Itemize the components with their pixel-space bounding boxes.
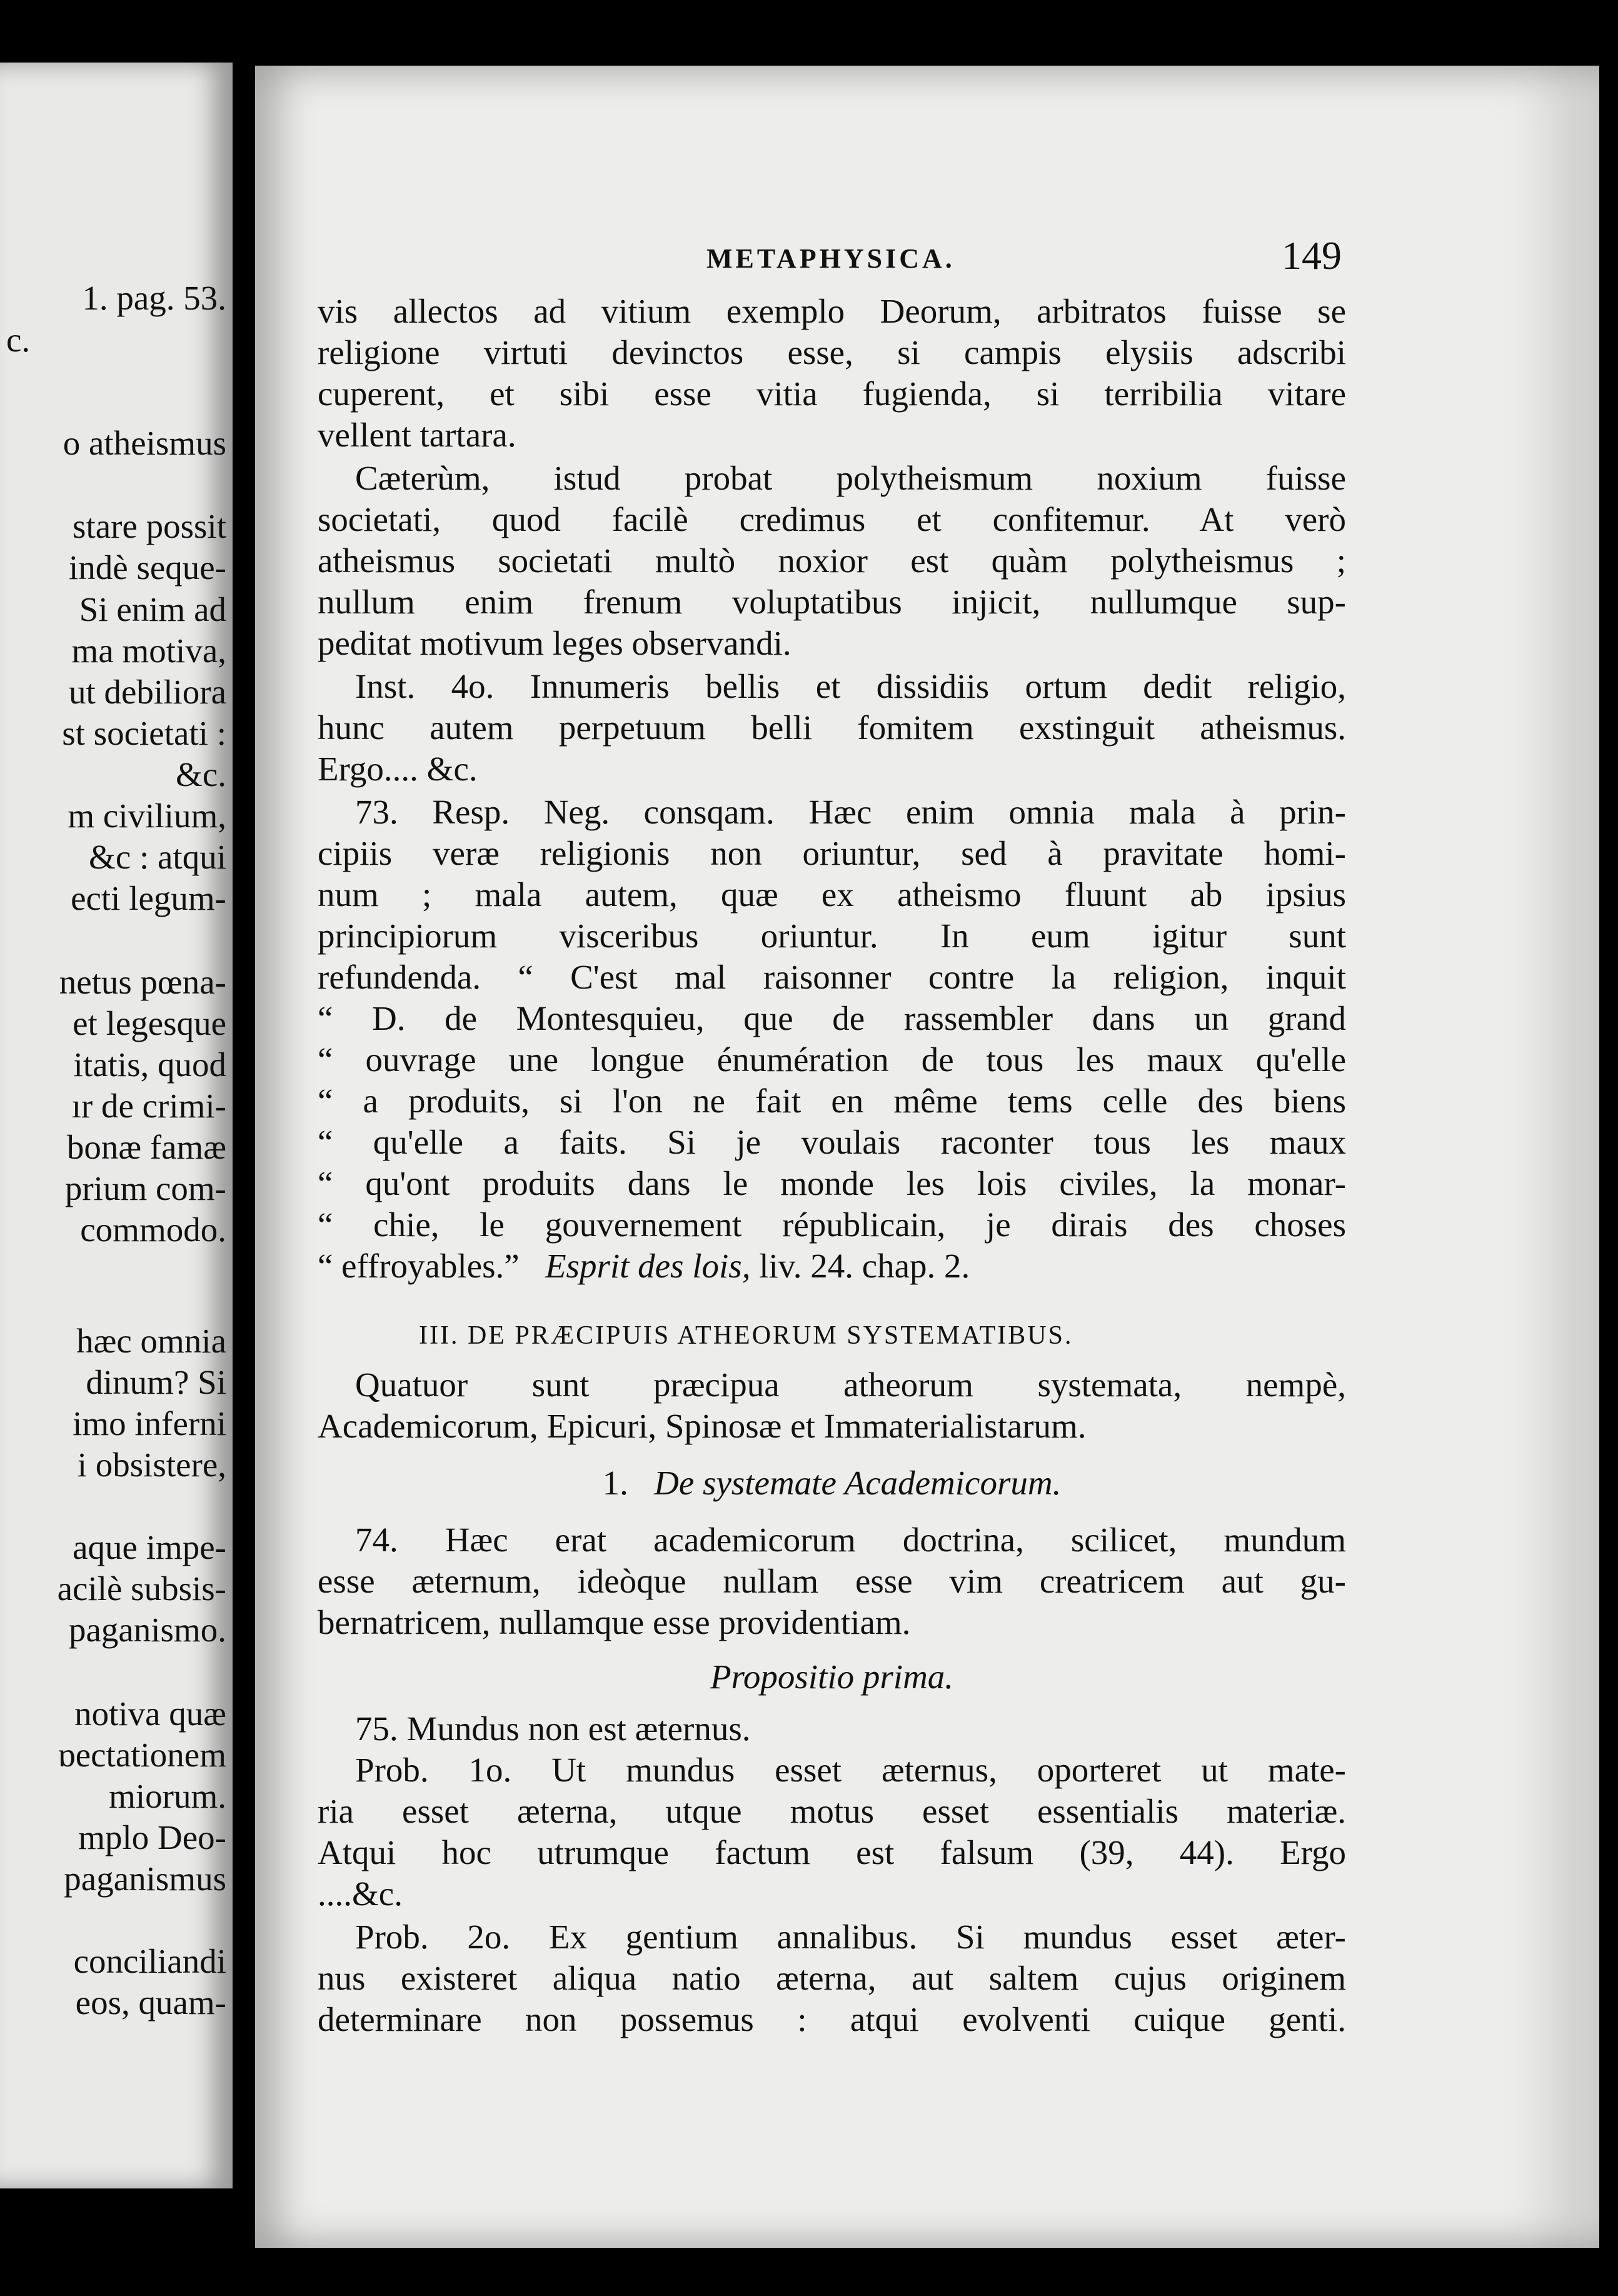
subheading-title: De systemate Academicorum. [654, 1464, 1062, 1502]
citation-work: Esprit des lois, [545, 1247, 751, 1285]
left-line: stare possit [73, 507, 226, 545]
text-line: Quatuor sunt præcipua atheorum systemata, nempè, [355, 1366, 1346, 1404]
left-line: netus pœna- [59, 963, 226, 1001]
left-line: m civilium, [68, 797, 226, 835]
text-line: 75. Mundus non est æternus. [355, 1709, 751, 1748]
left-line: commodo. [80, 1211, 226, 1249]
text-line: “ ouvrage une longue énumération de tous les maux qu'elle [318, 1040, 1346, 1079]
left-line: Si enim ad [79, 590, 226, 628]
proposition-title: Propositio prima. [710, 1658, 954, 1696]
left-line: eos, quam- [75, 1983, 226, 2022]
text-line: num ; mala autem, quæ ex atheismo fluunt ab ipsius [318, 875, 1346, 914]
text-line: Prob. 1o. Ut mundus esset æternus, oporteret ut mate- [355, 1751, 1346, 1789]
text-line: refundenda. “ C'est mal raisonner contre la religion, inquit [318, 958, 1346, 996]
text-line: Atqui hoc utrumque factum est falsum (39, 44). Ergo [318, 1833, 1346, 1871]
left-line: imo inferni [73, 1404, 226, 1443]
text-line: Academicorum, Epicuri, Spinosæ et Immaterialistarum. [318, 1407, 1087, 1445]
left-line: ır de crimi- [71, 1087, 226, 1125]
left-line: aque impe- [73, 1528, 226, 1566]
left-line: ecti legum- [71, 879, 226, 917]
citation-ref: liv. 24. chap. 2. [759, 1247, 970, 1285]
text-line: ....&c. [318, 1875, 403, 1913]
page-number: 149 [1282, 233, 1342, 278]
left-line: indè seque- [69, 548, 226, 587]
left-line: paganismo. [68, 1611, 226, 1649]
quote-end: “ effroyables.” [318, 1247, 520, 1285]
left-line: bonæ famæ [66, 1128, 226, 1166]
text-line: 73. Resp. Neg. consqam. Hæc enim omnia mala à prin- [355, 793, 1346, 831]
text-line: atheismus societati multò noxior est quàm polytheismus ; [318, 541, 1346, 580]
text-line: “ qu'elle a faits. Si je voulais raconter tous les maux [318, 1123, 1346, 1161]
text-line: 74. Hæc erat academicorum doctrina, scilicet, mundum [355, 1521, 1346, 1559]
text-line: “ qu'ont produits dans le monde les lois civiles, la monar- [318, 1164, 1346, 1202]
left-line: paganismus [64, 1860, 226, 1898]
left-line: miorum. [109, 1777, 226, 1815]
left-line: ma motiva, [71, 632, 226, 670]
text-line: cuperent, et sibi esse vitia fugienda, si terribilia vitare [318, 375, 1346, 413]
left-line: dinum? Si [86, 1363, 226, 1401]
left-line: hæc omnia [76, 1322, 226, 1360]
left-line: i obsistere, [77, 1446, 226, 1484]
text-line [318, 1246, 1346, 1287]
left-line: st societati : [62, 714, 226, 752]
text-line: esse æternum, ideòque nullam esse vim creatricem aut gu- [318, 1562, 1346, 1600]
text-line: Inst. 4o. Innumeris bellis et dissidiis ortum dedit religio, [355, 667, 1346, 705]
section-heading: III. DE PRÆCIPUIS ATHEORUM SYSTEMATIBUS. [419, 1321, 1073, 1350]
text-line: bernatricem, nullamque esse providentiam. [318, 1603, 911, 1641]
text-line: nus existeret aliqua natio æterna, aut saltem cujus originem [318, 1959, 1346, 1997]
text-line: hunc autem perpetuum belli fomitem exstinguit atheismus. [318, 708, 1346, 747]
left-line: ɒectationem [57, 1736, 226, 1774]
left-page-fragment [0, 63, 233, 2188]
left-line: prium com- [64, 1169, 226, 1207]
text-line: “ D. de Montesquieu, que de rassembler dans un grand [318, 999, 1346, 1037]
text-line: nullum enim frenum voluptatibus injicit, nullumque sup- [318, 583, 1346, 621]
text-line: peditat motivum leges observandi. [318, 624, 791, 662]
text-line: Cæterùm, istud probat polytheismum noxium fuisse [355, 459, 1346, 497]
left-line: itatis, quod [73, 1045, 226, 1084]
text-line: religione virtuti devinctos esse, si campis elysiis adscribi [318, 333, 1346, 371]
text-line: vis allectos ad vitium exemplo Deorum, arbitratos fuisse se [318, 292, 1346, 330]
left-line: &c : atqui [89, 838, 226, 876]
text-line: “ a produits, si l'on ne fait en même tems celle des biens [318, 1082, 1346, 1120]
running-title: METAPHYSICA. [706, 243, 955, 274]
subheading [318, 1463, 1346, 1503]
left-line: 1. pag. 53. [82, 279, 226, 317]
left-line: conciliandi [73, 1942, 226, 1980]
left-line: et legesque [73, 1004, 226, 1042]
text-line: “ chie, le gouvernement républicain, je dirais des choses [318, 1206, 1346, 1244]
left-line: ut debiliora [68, 673, 226, 711]
left-line: notiva quæ [74, 1694, 226, 1733]
left-line: c. [6, 321, 31, 359]
subheading-number: 1. [602, 1464, 628, 1502]
left-line: &c. [176, 755, 226, 793]
left-line: acilè subsis- [57, 1569, 226, 1608]
text-line: Prob. 2o. Ex gentium annalibus. Si mundus esset æter- [355, 1918, 1346, 1956]
left-line: mplo Deo- [78, 1818, 226, 1856]
left-line: o atheismus [63, 424, 226, 462]
text-line: determinare non possemus : atqui evolventi cuique genti. [318, 2000, 1346, 2038]
text-line: cipiis veræ religionis non oriuntur, sed à pravitate homi- [318, 834, 1346, 872]
text-line: societati, quod facilè credimus et confitemur. At verò [318, 500, 1346, 538]
text-line: Ergo.... &c. [318, 750, 478, 788]
text-line: vellent tartara. [318, 416, 516, 454]
text-line: ria esset æterna, utque motus esset essentialis materiæ. [318, 1792, 1346, 1830]
text-line: principiorum visceribus oriuntur. In eum igitur sunt [318, 917, 1346, 955]
